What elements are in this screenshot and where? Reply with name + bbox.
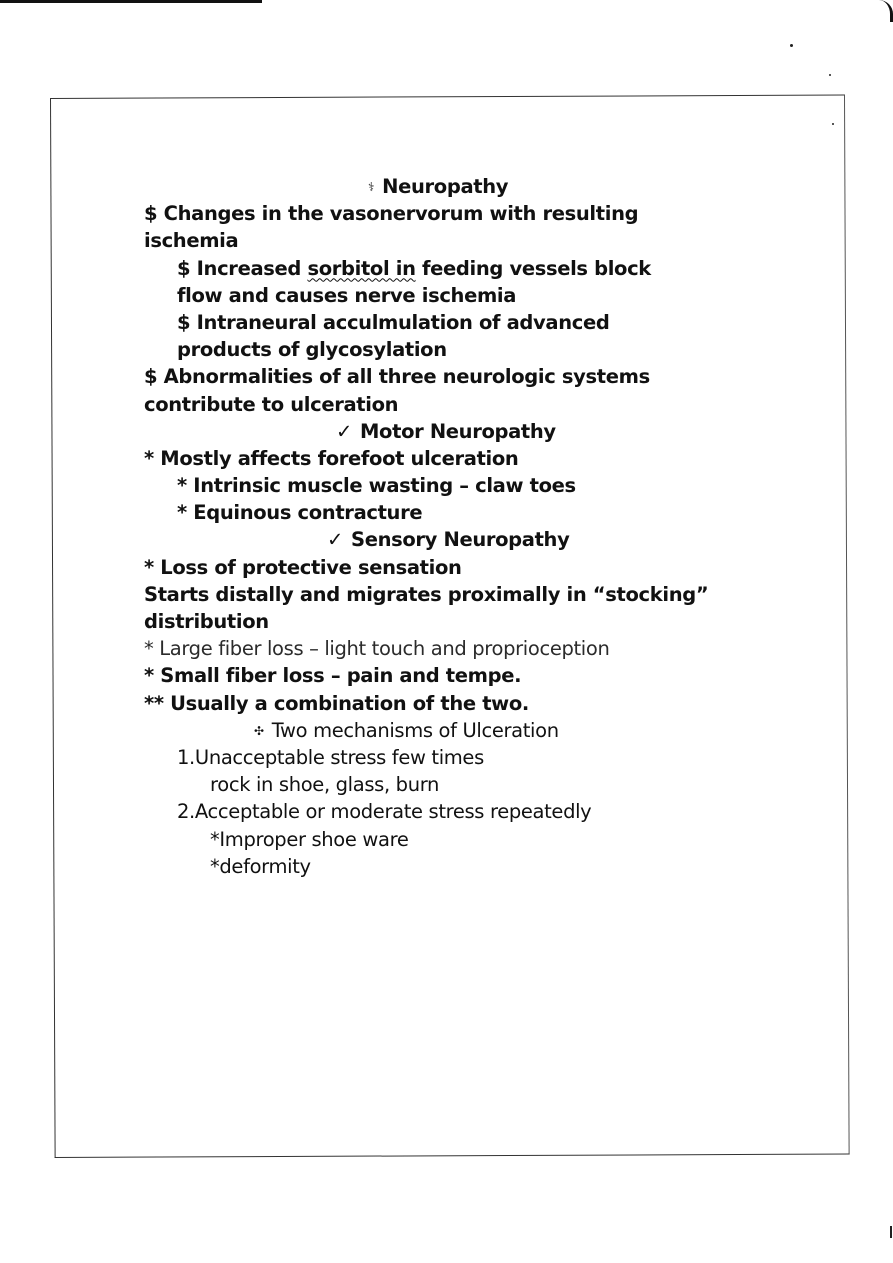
- motor-item: * Mostly affects forefoot ulceration: [144, 446, 519, 470]
- motor-heading: [144, 418, 744, 445]
- checkmark-icon: ✓: [336, 419, 352, 443]
- sensory-item: * Large fiber loss – light touch and proprioception: [144, 637, 610, 661]
- note-line: $ Abnormalities of all three neurologic systems: [144, 365, 650, 389]
- mechanism-item: rock in shoe, glass, burn: [210, 773, 440, 797]
- sensory-item: Starts distally and migrates proximally in “stocking”: [144, 582, 709, 606]
- section-title-text: Neuropathy: [382, 175, 509, 198]
- mechanism-item: *deformity: [210, 854, 311, 878]
- note-line: flow and causes nerve ischemia: [177, 283, 517, 307]
- scan-speck: [829, 74, 831, 76]
- section-title: [144, 173, 744, 200]
- section-marker-icon: ⚕: [368, 180, 375, 194]
- mechanisms-heading: [144, 717, 744, 744]
- notes-body: [144, 173, 744, 880]
- motor-heading-text: Motor Neuropathy: [360, 419, 556, 443]
- mechanism-item: 2.Acceptable or moderate stress repeatedly: [177, 800, 592, 824]
- note-line: contribute to ulceration: [144, 392, 399, 416]
- note-text: $ Increased: [177, 256, 308, 280]
- sensory-item: * Loss of protective sensation: [144, 555, 462, 579]
- sensory-heading-text: Sensory Neuropathy: [351, 528, 570, 552]
- sensory-item: ** Usually a combination of the two.: [144, 691, 529, 715]
- sensory-heading: [144, 526, 744, 553]
- note-line: products of glycosylation: [177, 338, 447, 362]
- scan-corner-artifact: [874, 0, 893, 22]
- note-line: $ Intraneural acculmulation of advanced: [177, 310, 610, 334]
- scan-edge-artifact: [0, 0, 262, 3]
- scan-edge-mark: [890, 1226, 892, 1238]
- note-line: [144, 255, 744, 282]
- motor-item: * Intrinsic muscle wasting – claw toes: [177, 474, 576, 498]
- note-line: ischemia: [144, 229, 239, 253]
- sensory-item: * Small fiber loss – pain and tempe.: [144, 664, 522, 688]
- note-line: $ Changes in the vasonervorum with resulting: [144, 202, 639, 226]
- four-diamond-icon: ✣: [254, 723, 264, 738]
- underlined-term: sorbitol in: [307, 256, 416, 280]
- checkmark-icon: ✓: [327, 528, 343, 552]
- note-text: feeding vessels block: [415, 256, 651, 280]
- sensory-item: distribution: [144, 610, 269, 633]
- motor-item: * Equinous contracture: [177, 501, 423, 525]
- mechanism-item: 1.Unacceptable stress few times: [177, 745, 484, 769]
- mechanism-item: *Improper shoe ware: [210, 827, 409, 851]
- mechanisms-heading-text: Two mechanisms of Ulceration: [271, 718, 559, 742]
- scan-speck: [790, 44, 793, 47]
